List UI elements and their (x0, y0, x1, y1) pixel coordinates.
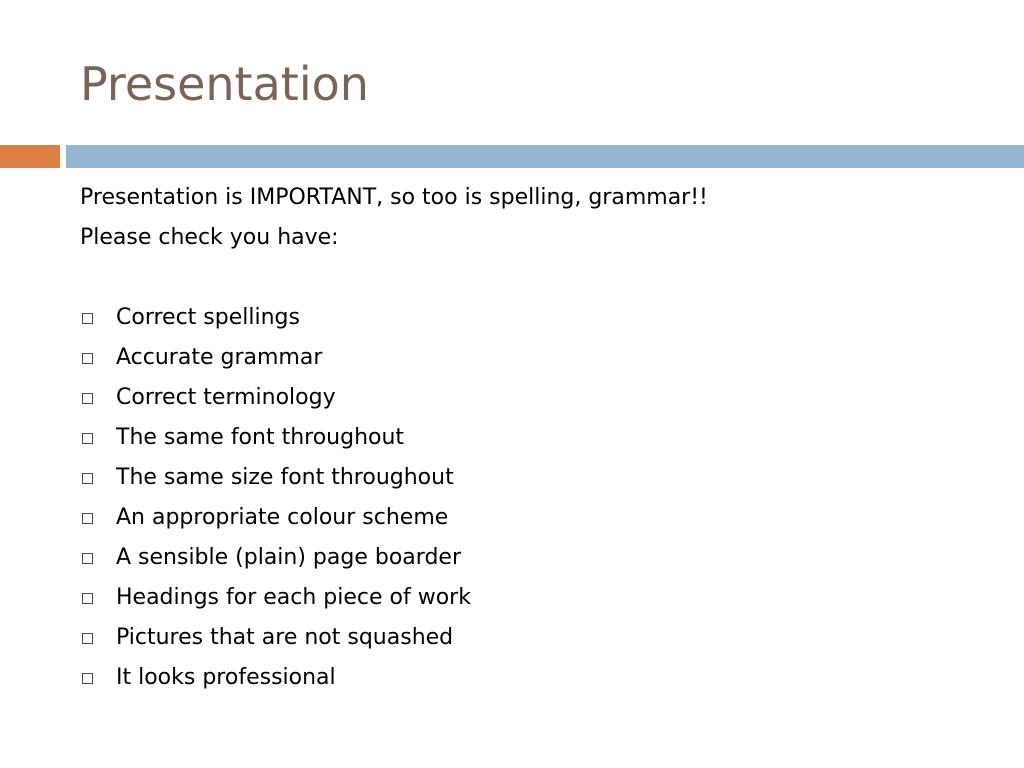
checklist-item-label: It looks professional (116, 665, 336, 690)
checklist-item-label: Headings for each piece of work (116, 585, 471, 610)
checklist-item (80, 418, 980, 458)
hollow-square-bullet-icon (82, 593, 93, 604)
checklist-item (80, 498, 980, 538)
checklist-item (80, 378, 980, 418)
hollow-square-bullet-icon (82, 673, 93, 684)
intro-line: Presentation is IMPORTANT, so too is spelling, grammar!! (80, 185, 708, 210)
checklist-item-label: Accurate grammar (116, 345, 323, 370)
hollow-square-bullet-icon (82, 313, 93, 324)
hollow-square-bullet-icon (82, 393, 93, 404)
hollow-square-bullet-icon (82, 433, 93, 444)
intro-line: Please check you have: (80, 225, 339, 250)
slide-title: Presentation (80, 57, 369, 111)
checklist-item-label: Correct terminology (116, 385, 336, 410)
checklist-item (80, 298, 980, 338)
checklist-item-label: An appropriate colour scheme (116, 505, 449, 530)
checklist-item (80, 538, 980, 578)
hollow-square-bullet-icon (82, 353, 93, 364)
hollow-square-bullet-icon (82, 633, 93, 644)
checklist-item (80, 458, 980, 498)
checklist-item-label: A sensible (plain) page boarder (116, 545, 461, 570)
checklist-item-label: The same font throughout (116, 425, 405, 450)
checklist-item (80, 578, 980, 618)
checklist-item (80, 618, 980, 658)
checklist-item-label: The same size font throughout (116, 465, 454, 490)
checklist (80, 298, 980, 698)
accent-bar-orange (0, 145, 60, 168)
checklist-item-label: Pictures that are not squashed (116, 625, 454, 650)
hollow-square-bullet-icon (82, 473, 93, 484)
checklist-item (80, 338, 980, 378)
hollow-square-bullet-icon (82, 513, 93, 524)
hollow-square-bullet-icon (82, 553, 93, 564)
checklist-item-label: Correct spellings (116, 305, 300, 330)
accent-bar-blue (66, 145, 1024, 168)
slide-body (80, 178, 980, 698)
checklist-item (80, 658, 980, 698)
